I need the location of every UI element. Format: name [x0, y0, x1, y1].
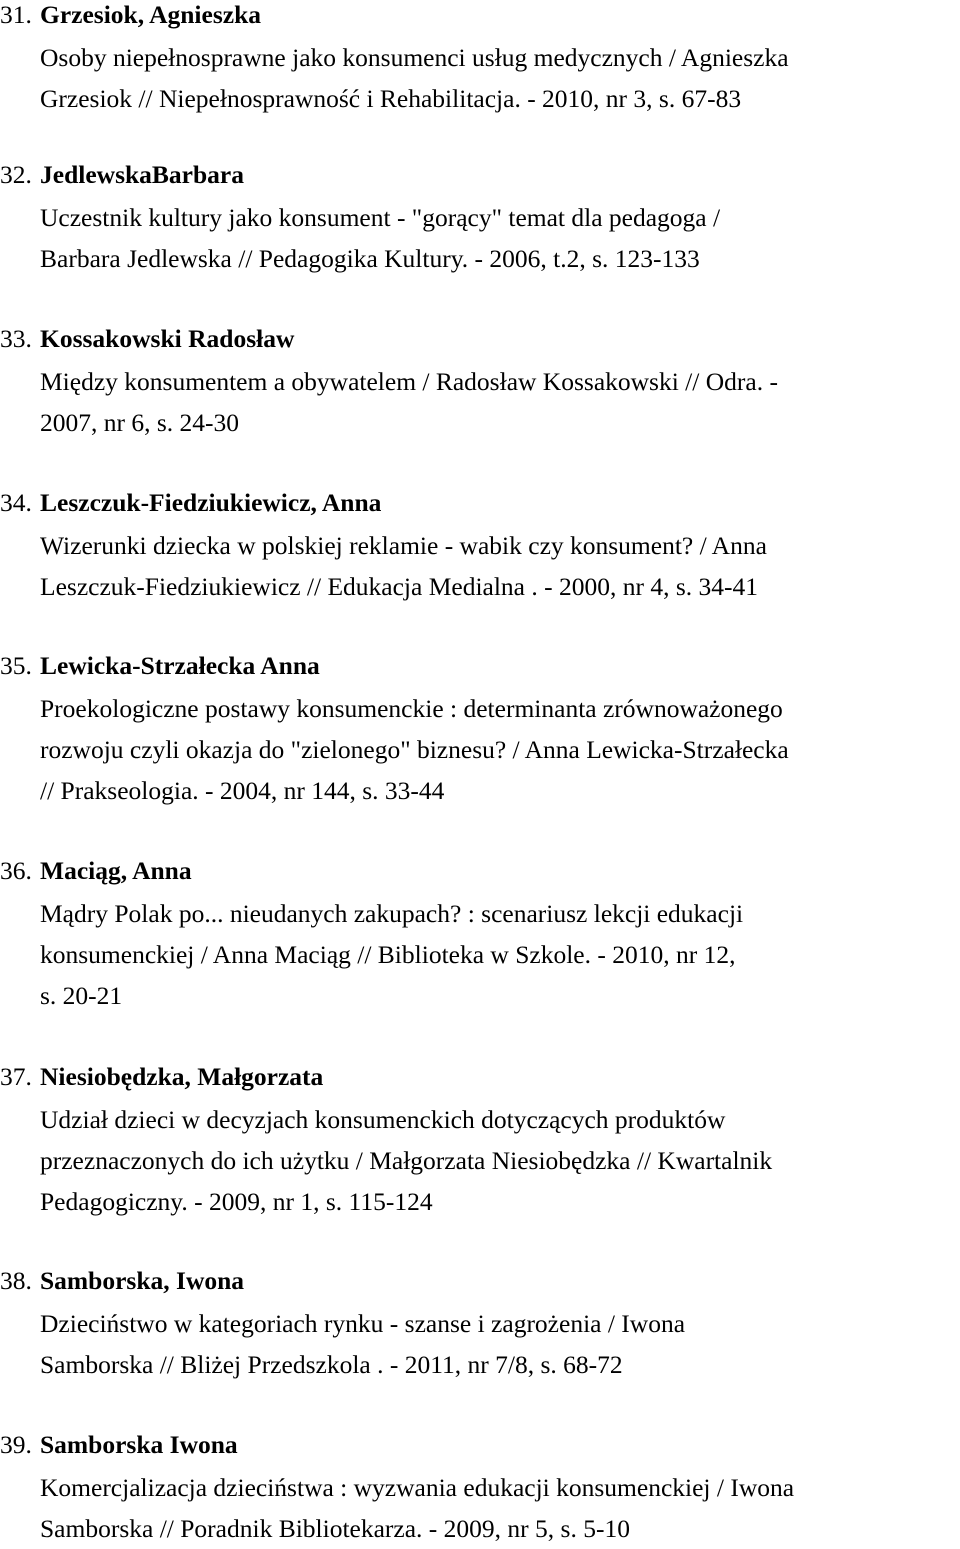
bibliography-entry-35	[0, 651, 960, 805]
bibliography-entry-39	[0, 1430, 960, 1543]
entry-description-line: Uczestnik kultury jako konsument - "gorący" temat dla pedagoga /	[40, 203, 721, 232]
entry-heading	[0, 324, 960, 354]
bibliography-entry-31	[0, 0, 960, 113]
entry-description	[40, 525, 955, 607]
entry-description-line: Mądry Polak po... nieudanych zakupach? : scenariusz lekcji edukacji	[40, 899, 744, 928]
entry-description-line: Proekologiczne postawy konsumenckie : determinanta zrównoważonego	[40, 694, 783, 723]
entry-description	[40, 1099, 955, 1222]
entry-author: Leszczuk-Fiedziukiewicz, Anna	[40, 488, 382, 517]
entry-description-line: rozwoju czyli okazja do "zielonego" biznesu? / Anna Lewicka-Strzałecka	[40, 735, 789, 764]
entry-number: 37.	[0, 1062, 32, 1091]
entry-author: Samborska, Iwona	[40, 1266, 245, 1295]
entry-author: Grzesiok, Agnieszka	[40, 0, 261, 29]
entry-number: 39.	[0, 1430, 32, 1459]
entry-description-line: // Prakseologia. - 2004, nr 144, s. 33-44	[40, 776, 445, 805]
entry-author: Kossakowski Radosław	[40, 324, 295, 353]
entry-description-line: konsumenckiej / Anna Maciąg // Biblioteka w Szkole. - 2010, nr 12,	[40, 940, 736, 969]
bibliography-entry-36	[0, 856, 960, 1010]
bibliography-entry-38	[0, 1266, 960, 1379]
bibliography-entry-33	[0, 324, 960, 437]
entry-number: 31.	[0, 0, 32, 29]
entry-heading	[0, 651, 960, 681]
entry-heading	[0, 1266, 960, 1296]
entry-number: 36.	[0, 856, 32, 885]
entry-description-line: Udział dzieci w decyzjach konsumenckich dotyczących produktów	[40, 1105, 726, 1134]
entry-description-line: Wizerunki dziecka w polskiej reklamie - wabik czy konsument? / Anna	[40, 531, 767, 560]
entry-description	[40, 688, 955, 811]
entry-author: Niesiobędzka, Małgorzata	[40, 1062, 324, 1091]
entry-description-line: Barbara Jedlewska // Pedagogika Kultury. - 2006, t.2, s. 123-133	[40, 244, 700, 273]
entry-description-line: Samborska // Bliżej Przedszkola . - 2011, nr 7/8, s. 68-72	[40, 1350, 623, 1379]
entry-heading	[0, 0, 960, 30]
entry-author: Maciąg, Anna	[40, 856, 192, 885]
entry-description	[40, 197, 955, 279]
entry-heading	[0, 1430, 960, 1460]
entry-description-line: Samborska // Poradnik Bibliotekarza. - 2009, nr 5, s. 5-10	[40, 1514, 630, 1543]
entry-number: 34.	[0, 488, 32, 517]
entry-heading	[0, 1062, 960, 1092]
entry-description-line: Komercjalizacja dzieciństwa : wyzwania edukacji konsumenckiej / Iwona	[40, 1473, 795, 1502]
entry-author: JedlewskaBarbara	[40, 160, 244, 189]
bibliography-entry-34	[0, 488, 960, 601]
entry-author: Lewicka-Strzałecka Anna	[40, 651, 320, 680]
entry-description-line: Osoby niepełnosprawne jako konsumenci usług medycznych / Agnieszka	[40, 43, 789, 72]
entry-heading	[0, 160, 960, 190]
entry-description-line: Grzesiok // Niepełnosprawność i Rehabilitacja. - 2010, nr 3, s. 67-83	[40, 84, 742, 113]
entry-description-line: 2007, nr 6, s. 24-30	[40, 408, 240, 437]
entry-description-line: s. 20-21	[40, 981, 123, 1010]
entry-description	[40, 893, 955, 1016]
entry-description	[40, 361, 955, 443]
entry-number: 38.	[0, 1266, 32, 1295]
entry-description-line: Pedagogiczny. - 2009, nr 1, s. 115-124	[40, 1187, 433, 1216]
entry-number: 33.	[0, 324, 32, 353]
entry-description-line: Dzieciństwo w kategoriach rynku - szanse i zagrożenia / Iwona	[40, 1309, 686, 1338]
entry-description	[40, 1303, 955, 1385]
entry-description-line: Leszczuk-Fiedziukiewicz // Edukacja Medialna . - 2000, nr 4, s. 34-41	[40, 572, 759, 601]
entry-description	[40, 37, 955, 119]
entry-description	[40, 1467, 955, 1549]
bibliography-entry-37	[0, 1062, 960, 1216]
entry-description-line: przeznaczonych do ich użytku / Małgorzata Niesiobędzka // Kwartalnik	[40, 1146, 773, 1175]
bibliography-entry-32	[0, 160, 960, 273]
entry-description-line: Między konsumentem a obywatelem / Radosław Kossakowski // Odra. -	[40, 367, 778, 396]
entry-author: Samborska Iwona	[40, 1430, 238, 1459]
entry-heading	[0, 856, 960, 886]
entry-heading	[0, 488, 960, 518]
entry-number: 32.	[0, 160, 32, 189]
entry-number: 35.	[0, 651, 32, 680]
